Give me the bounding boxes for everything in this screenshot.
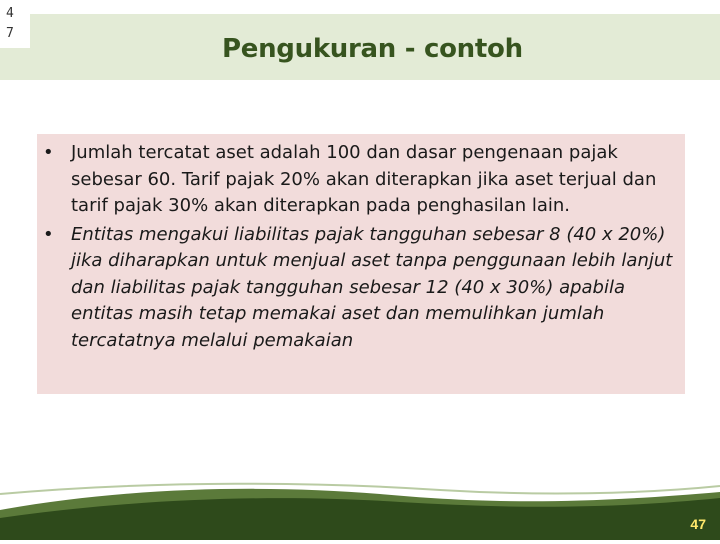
bullet-icon: •: [43, 142, 54, 163]
page-title: Pengukuran - contoh: [222, 34, 523, 64]
bullet-text: Entitas mengakui liabilitas pajak tangguhan sebesar 8 (40 x 20%) jika diharapkan untuk menjual aset tanpa penggunaan lebih lanjut dan liabilitas pajak tangguhan sebesar 12 (40 x 30%) apabila entitas masih tetap memakai aset dan memulihkan jumlah tercatatnya melalui pemakaian: [71, 223, 673, 351]
footer-wave-graphic: [0, 480, 720, 540]
bullet-item: [37, 140, 677, 220]
bullet-item: [37, 222, 677, 355]
slide-number-top: 4 7: [6, 6, 14, 41]
page-number: 47: [690, 516, 706, 532]
content-box: [37, 134, 685, 394]
footer-wave: [0, 480, 720, 540]
bullet-list: [37, 140, 677, 356]
bullet-text: Jumlah tercatat aset adalah 100 dan dasar pengenaan pajak sebesar 60. Tarif pajak 20% akan diterapkan jika aset terjual dan tarif pajak 30% akan diterapkan pada penghasilan lain.: [71, 142, 657, 216]
bullet-icon: •: [43, 223, 54, 245]
